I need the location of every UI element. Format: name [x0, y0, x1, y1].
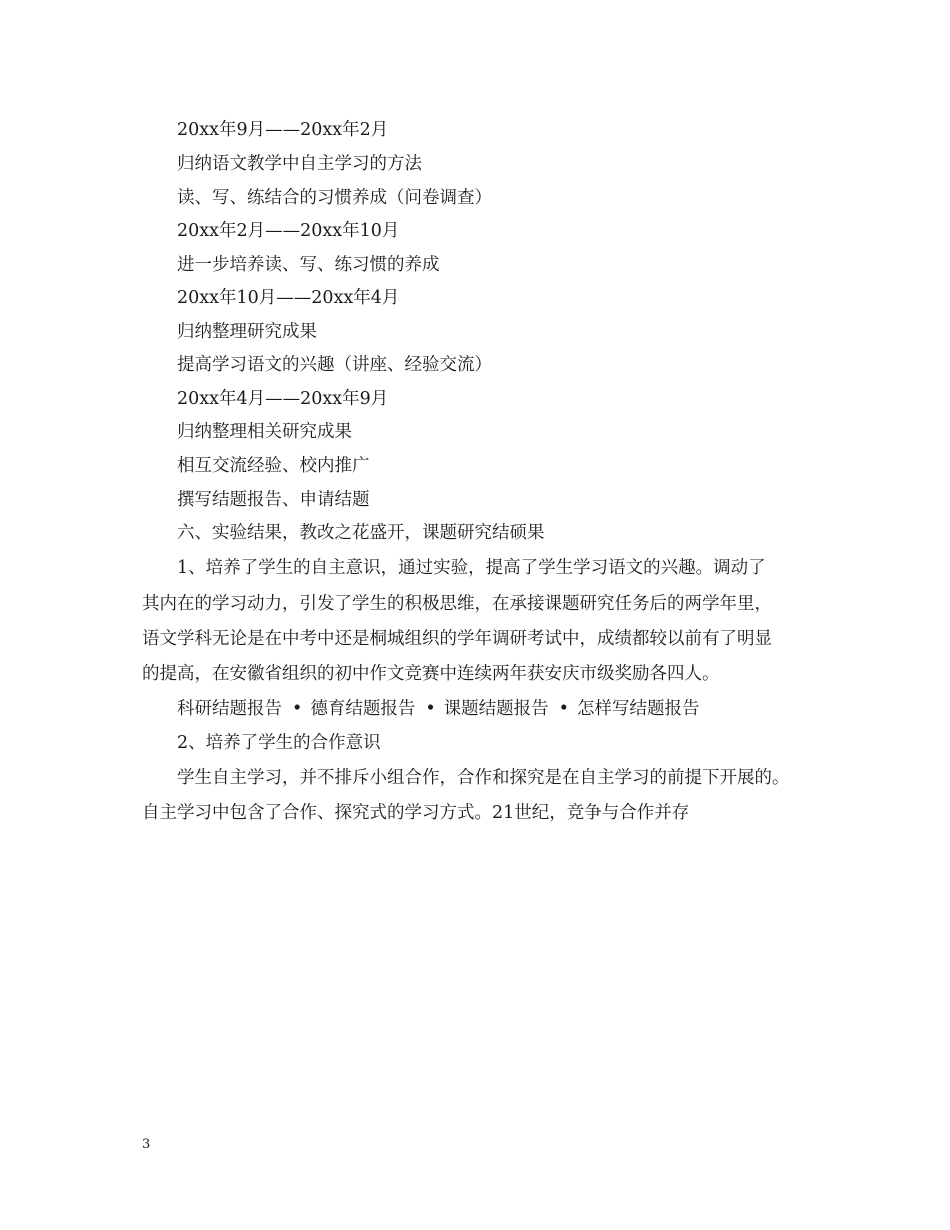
schedule-line: 进一步培养读、写、练习惯的养成: [177, 255, 440, 275]
bullet-separator: •: [558, 699, 569, 719]
schedule-line: 20xx年4月——20xx年9月: [177, 389, 389, 409]
schedule-line: 归纳语文教学中自主学习的方法: [177, 154, 422, 174]
section-heading: 2、培养了学生的合作意识: [177, 733, 381, 753]
section-heading: 六、实验结果，教改之花盛开，课题研究结硕果: [177, 523, 545, 543]
paragraph-line: 的提高，在安徽省组织的初中作文竞赛中连续两年获安庆市级奖励各四人。: [142, 664, 720, 684]
paragraph-line: 语文学科无论是在中考中还是桐城组织的学年调研考试中，成绩都较以前有了明显: [142, 629, 772, 649]
bullet-separator: •: [425, 699, 436, 719]
schedule-line: 归纳整理相关研究成果: [177, 422, 352, 442]
paragraph-line: 其内在的学习动力，引发了学生的积极思维，在承接课题研究任务后的两学年里，: [142, 594, 772, 614]
schedule-line: 20xx年10月——20xx年4月: [177, 288, 400, 308]
schedule-line: 20xx年9月——20xx年2月: [177, 120, 389, 140]
schedule-line: 20xx年2月——20xx年10月: [177, 221, 400, 241]
page-number: 3: [142, 1137, 151, 1152]
bullet-separator: •: [292, 699, 303, 719]
related-link[interactable]: 德育结题报告: [310, 699, 416, 719]
schedule-line: 归纳整理研究成果: [177, 322, 317, 342]
related-link[interactable]: 课题结题报告: [443, 699, 549, 719]
paragraph-line: 1、培养了学生的自主意识，通过实验，提高了学生学习语文的兴趣。调动了: [177, 558, 766, 578]
schedule-line: 读、写、练结合的习惯养成（问卷调查）: [177, 188, 492, 208]
related-link[interactable]: 科研结题报告: [177, 699, 282, 719]
related-links: [177, 697, 699, 721]
paragraph-line: 学生自主学习，并不排斥小组合作，合作和探究是在自主学习的前提下开展的。: [177, 768, 790, 788]
paragraph-line: 自主学习中包含了合作、探究式的学习方式。21世纪，竞争与合作并存: [142, 803, 690, 823]
related-link[interactable]: 怎样写结题报告: [576, 699, 700, 719]
schedule-line: 撰写结题报告、申请结题: [177, 490, 370, 510]
schedule-line: 相互交流经验、校内推广: [177, 456, 370, 476]
schedule-line: 提高学习语文的兴趣（讲座、经验交流）: [177, 355, 492, 375]
